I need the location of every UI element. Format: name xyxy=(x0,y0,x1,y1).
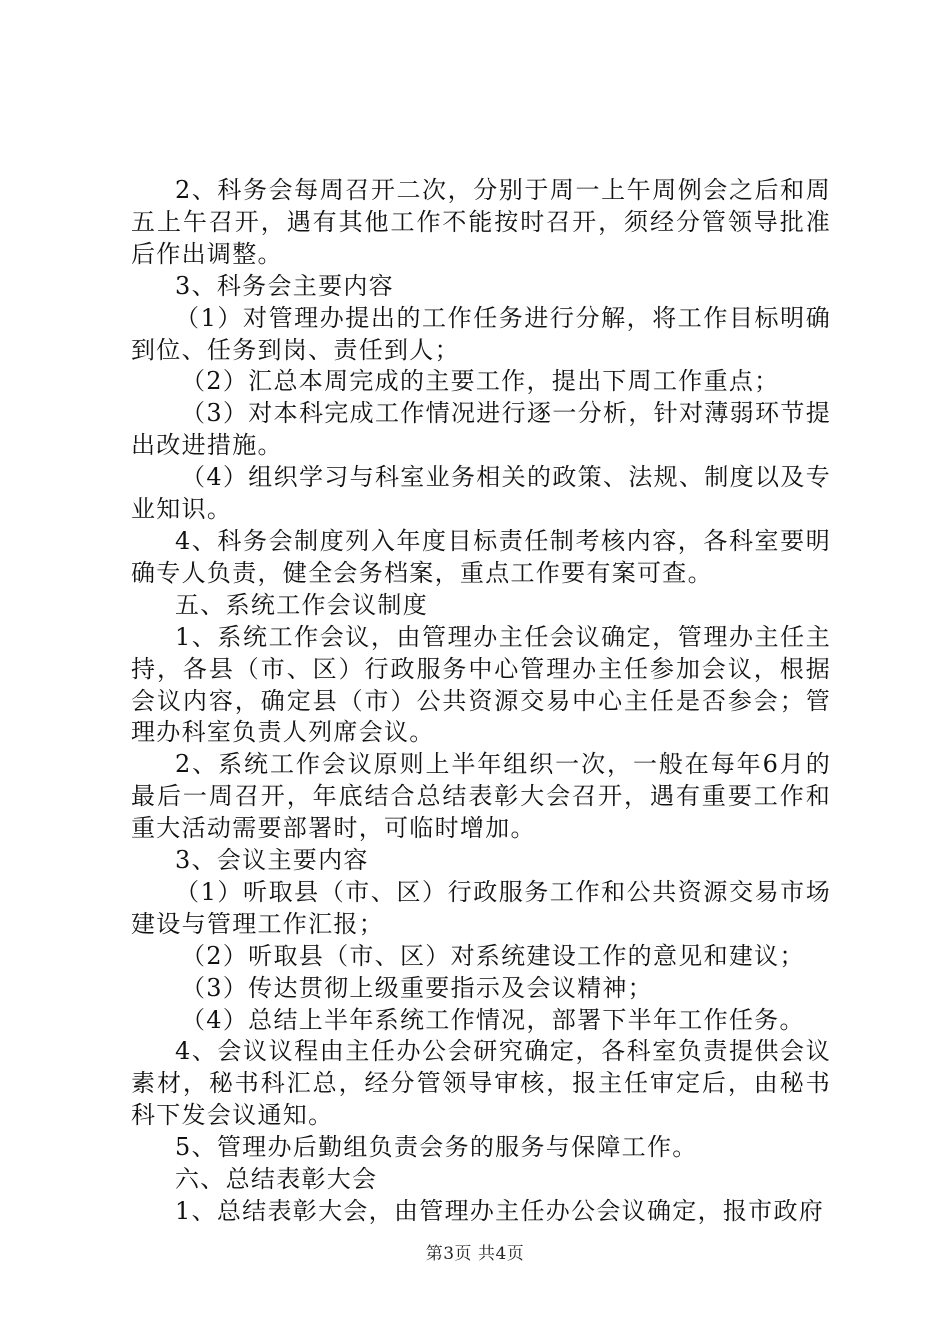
paragraph: （1）对管理办提出的工作任务进行分解，将工作目标明确到位、任务到岗、责任到人； xyxy=(131,303,831,364)
paragraph: 3、会议主要内容 xyxy=(175,846,369,875)
page-footer xyxy=(0,1243,950,1265)
paragraph: （3）传达贯彻上级重要指示及会议精神； xyxy=(181,973,653,1002)
paragraph: （4）总结上半年系统工作情况，部署下半年工作任务。 xyxy=(181,1005,805,1034)
section-heading: 六、总结表彰大会 xyxy=(175,1165,378,1194)
paragraph: 5、管理办后勤组负责会务的服务与保障工作。 xyxy=(175,1133,698,1162)
paragraph: 1、总结表彰大会，由管理办主任办公会议确定，报市政府 xyxy=(175,1197,825,1225)
document-body xyxy=(131,175,831,1228)
paragraph: （4）组织学习与科室业务相关的政策、法规、制度以及专业知识。 xyxy=(131,463,831,524)
paragraph: （2）听取县（市、区）对系统建设工作的意见和建议； xyxy=(181,941,805,970)
paragraph: 1、系统工作会议，由管理办主任会议确定，管理办主任主持，各县（市、区）行政服务中心管理办主任参加会议，根据会议内容，确定县（市）公共资源交易中心主任是否参会；管理办科室负责人列席会议。 xyxy=(131,622,831,747)
paragraph: 4、会议议程由主任办公会研究确定，各科室负责提供会议素材，秘书科汇总，经分管领导审核，报主任审定后，由秘书科下发会议通知。 xyxy=(131,1037,831,1130)
paragraph: （3）对本科完成工作情况进行逐一分析，针对薄弱环节提出改进措施。 xyxy=(131,399,831,460)
page-number-label: 第3页 共4页 xyxy=(425,1244,525,1264)
paragraph: （2）汇总本周完成的主要工作，提出下周工作重点； xyxy=(181,367,780,396)
paragraph: （1）听取县（市、区）行政服务工作和公共资源交易市场建设与管理工作汇报； xyxy=(131,877,831,938)
paragraph: 3、科务会主要内容 xyxy=(175,271,394,300)
paragraph: 2、科务会每周召开二次，分别于周一上午周例会之后和周五上午召开，遇有其他工作不能按时召开，须经分管领导批准后作出调整。 xyxy=(131,176,831,268)
paragraph: 4、科务会制度列入年度目标责任制考核内容，各科室要明确专人负责，健全会务档案，重点工作要有案可查。 xyxy=(131,526,831,587)
paragraph: 2、系统工作会议原则上半年组织一次，一般在每年6月的最后一周召开，年底结合总结表彰大会召开，遇有重要工作和重大活动需要部署时，可临时增加。 xyxy=(131,750,831,843)
section-heading: 五、系统工作会议制度 xyxy=(175,590,428,619)
